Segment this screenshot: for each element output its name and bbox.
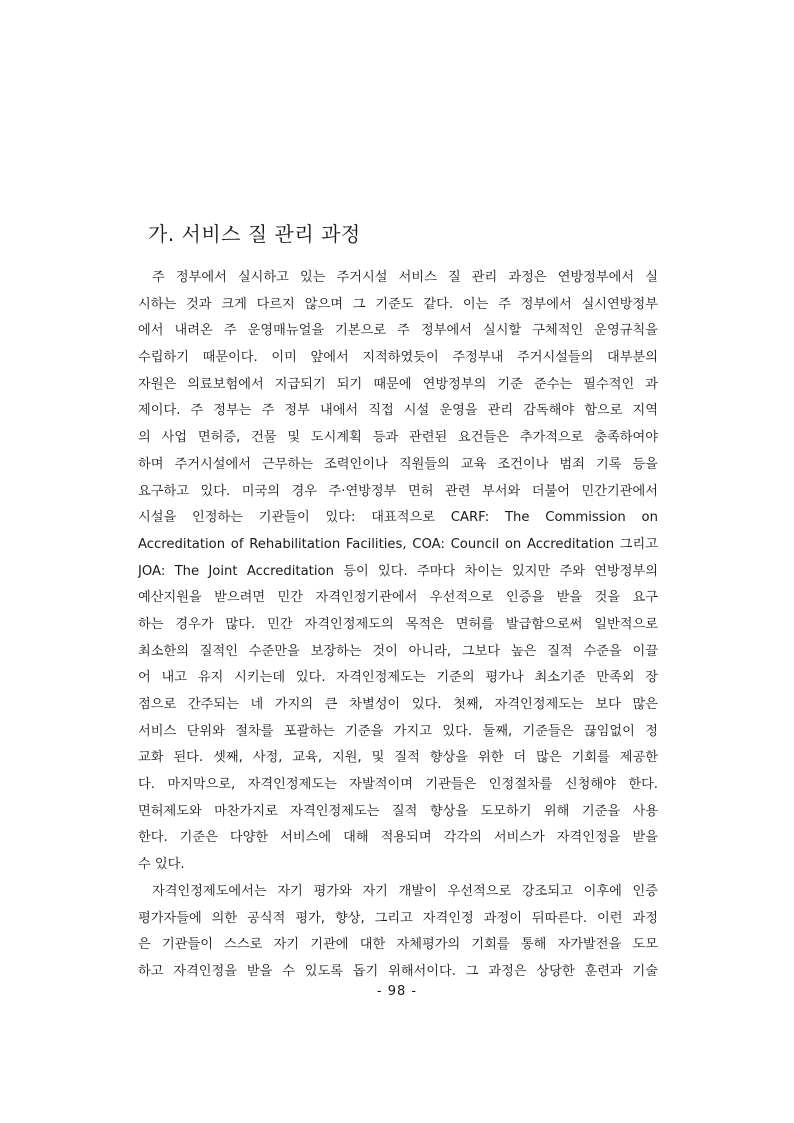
text-line: 점으로 간주되는 네 가지의 큰 차별성이 있다. 첫째, 자격인정제도는 보다 많은 [138, 697, 658, 712]
text-line: JOA: The Joint Accreditation 등이 있다. 주마다 차이는 있지만 주와 연방정부의 [138, 563, 658, 579]
text-line: 은 기관들이 스스로 자기 기관에 대한 자체평가의 기회를 통해 자가발전을 도모 [138, 937, 658, 953]
text-line: 의 사업 면허증, 건물 및 도시계획 등과 관련된 요건들은 추가적으로 충족하여야 [138, 430, 658, 446]
text-line: 면허제도와 마찬가지로 자격인정제도는 질적 향상을 도모하기 위해 기준을 사용 [138, 803, 658, 819]
text-line: 요구하고 있다. 미국의 경우 주·연방정부 면허 관련 부서와 더불어 민간기관에서 [138, 483, 658, 499]
text-line: 하며 주거시설에서 근무하는 조력인이나 직원들의 교육 조건이나 범죄 기록 등을 [138, 456, 658, 472]
text-line: 에서 내려온 주 운영매뉴얼을 기본으로 주 정부에서 실시할 구체적인 운영규칙을 [138, 323, 658, 339]
section-heading: 가. 서비스 질 관리 과정 [148, 222, 361, 246]
body-text [138, 265, 658, 986]
text-line: 서비스 단위와 절차를 포괄하는 기준을 가지고 있다. 둘째, 기준들은 끊임없이 정 [138, 723, 658, 739]
text-line: 예산지원을 받으려면 민간 자격인정기관에서 우선적으로 인증을 받을 것을 요구 [138, 590, 658, 606]
text-line: 하는 경우가 많다. 민간 자격인정제도의 목적은 면허를 발급함으로써 일반적으로 [138, 616, 658, 632]
text-line: 교화 된다. 셋째, 사정, 교육, 지원, 및 질적 향상을 위한 더 많은 기회를 제공한 [138, 750, 658, 766]
text-line: 어 내고 유지 시키는데 있다. 자격인정제도는 기준의 평가나 최소기준 만족외 장 [138, 670, 658, 686]
paragraph-2 [138, 879, 658, 986]
text-line: 자원은 의료보험에서 지급되기 되기 때문에 연방정부의 기준 준수는 필수적인 과 [138, 376, 658, 392]
text-line: 하고 자격인정을 받을 수 있도록 돕기 위해서이다. 그 과정은 상당한 훈련과 기술 [138, 963, 658, 979]
text-line: 시설을 인정하는 기관들이 있다: 대표적으로 CARF: The Commission on [138, 510, 658, 526]
text-line: 평가자들에 의한 공식적 평가, 향상, 그리고 자격인정 과정이 뒤따른다. 이런 과정 [138, 910, 658, 926]
text-line: 한다. 기준은 다양한 서비스에 대해 적용되며 각각의 서비스가 자격인정을 받을 [138, 830, 658, 846]
text-line: 시하는 것과 크게 다르지 않으며 그 기준도 같다. 이는 주 정부에서 실시연방정부 [138, 296, 658, 312]
text-line: 수 있다. [138, 857, 185, 873]
page-number: - 98 - [376, 984, 418, 999]
text-line: 다. 마지막으로, 자격인정제도는 자발적이며 기관들은 인정절차를 신청해야 한다. [138, 777, 658, 793]
text-line: 제이다. 주 정부는 주 정부 내에서 직접 시설 운영을 관리 감독해야 함으로 지역 [138, 403, 658, 419]
text-line: 최소한의 질적인 수준만을 보장하는 것이 아니라, 그보다 높은 질적 수준을 이끌 [138, 643, 658, 659]
text-line: 수립하기 때문이다. 이미 앞에서 지적하였듯이 주정부내 주거시설들의 대부분의 [138, 350, 658, 366]
paragraph-1 [138, 265, 658, 879]
text-line: 주 정부에서 실시하고 있는 주거시설 서비스 질 관리 과정은 연방정부에서 실 [152, 270, 658, 285]
text-line: Accreditation of Rehabilitation Facilities, COA: Council on Accreditation 그리고 [138, 536, 658, 552]
text-line: 자격인정제도에서는 자기 평가와 자기 개발이 우선적으로 강조되고 이후에 인증 [152, 883, 658, 899]
